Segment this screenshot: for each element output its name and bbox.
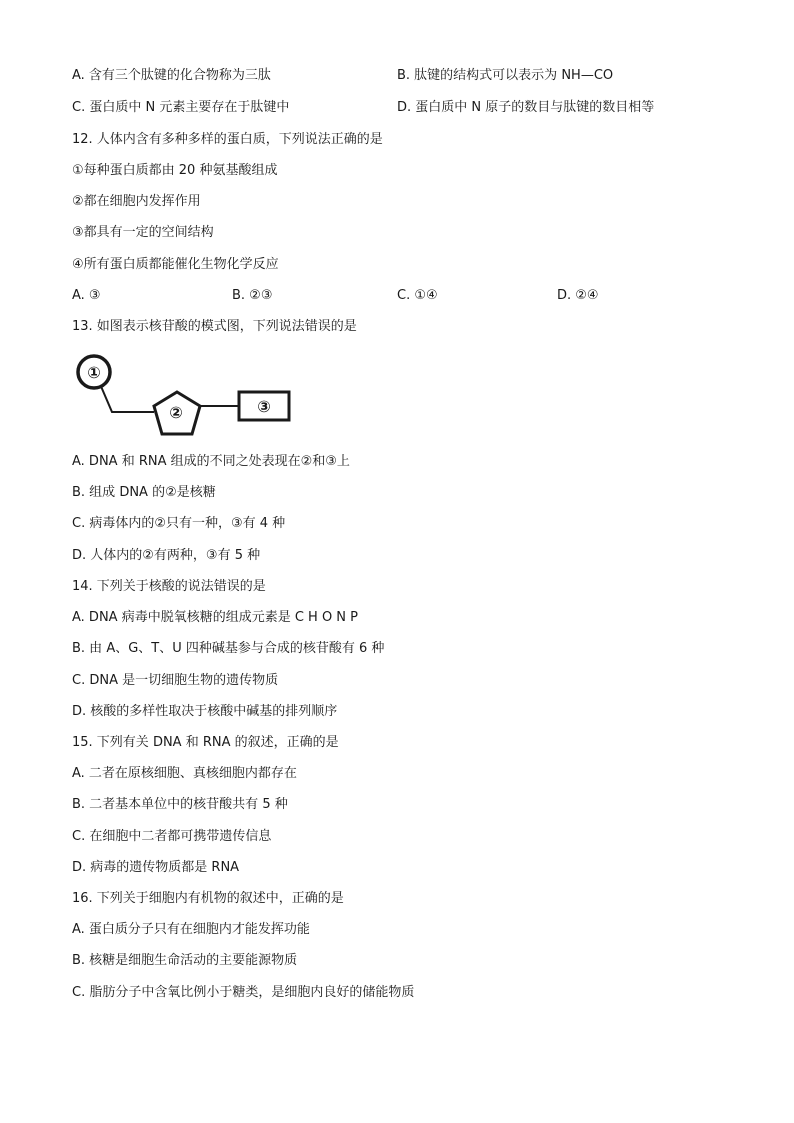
q13-option-b: B. 组成 DNA 的②是核糖 bbox=[72, 485, 216, 500]
q15-option-b: B. 二者基本单位中的核苷酸共有 5 种 bbox=[72, 797, 288, 812]
q12-stem: 12. 人体内含有多种多样的蛋白质，下列说法正确的是 bbox=[72, 132, 383, 147]
q11-option-c: C. 蛋白质中 N 元素主要存在于肽键中 bbox=[72, 100, 290, 115]
q14-stem: 14. 下列关于核酸的说法错误的是 bbox=[72, 579, 266, 594]
q11-option-d: D. 蛋白质中 N 原子的数目与肽键的数目相等 bbox=[397, 100, 655, 115]
nucleotide-diagram bbox=[72, 350, 294, 442]
q12-option-a: A. ③ bbox=[72, 288, 101, 303]
q14-option-c: C. DNA 是一切细胞生物的遗传物质 bbox=[72, 673, 279, 688]
q13-option-d: D. 人体内的②有两种，③有 5 种 bbox=[72, 548, 261, 563]
q12-statement-1: ①每种蛋白质都由 20 种氨基酸组成 bbox=[72, 163, 278, 178]
q14-option-b: B. 由 A、G、T、U 四种碱基参与合成的核苷酸有 6 种 bbox=[72, 641, 385, 656]
nucleotide-diagram-svg bbox=[72, 350, 294, 442]
q15-option-c: C. 在细胞中二者都可携带遗传信息 bbox=[72, 829, 272, 844]
q11-option-a: A. 含有三个肽键的化合物称为三肽 bbox=[72, 68, 271, 83]
q15-option-a: A. 二者在原核细胞、真核细胞内都存在 bbox=[72, 766, 297, 781]
q12-option-b: B. ②③ bbox=[232, 288, 273, 303]
q12-statement-3: ③都具有一定的空间结构 bbox=[72, 225, 214, 240]
q12-option-d: D. ②④ bbox=[557, 288, 599, 303]
q12-statement-2: ②都在细胞内发挥作用 bbox=[72, 194, 201, 209]
q14-option-d: D. 核酸的多样性取决于核酸中碱基的排列顺序 bbox=[72, 704, 338, 719]
q16-option-c: C. 脂肪分子中含氧比例小于糖类，是细胞内良好的储能物质 bbox=[72, 985, 415, 1000]
q15-option-d: D. 病毒的遗传物质都是 RNA bbox=[72, 860, 240, 875]
q12-statement-4: ④所有蛋白质都能催化生物化学反应 bbox=[72, 257, 279, 272]
phosphate-sugar-bond bbox=[100, 384, 154, 412]
q14-option-a: A. DNA 病毒中脱氧核糖的组成元素是 C H O N P bbox=[72, 610, 359, 625]
q11-option-b: B. 肽键的结构式可以表示为 NH—CO bbox=[397, 68, 614, 83]
q13-stem: 13. 如图表示核苷酸的模式图，下列说法错误的是 bbox=[72, 319, 357, 334]
label-1: ① bbox=[87, 363, 101, 382]
q13-option-a: A. DNA 和 RNA 组成的不同之处表现在②和③上 bbox=[72, 454, 350, 469]
q16-stem: 16. 下列关于细胞内有机物的叙述中，正确的是 bbox=[72, 891, 344, 906]
label-3: ③ bbox=[257, 397, 271, 416]
q16-option-b: B. 核糖是细胞生命活动的主要能源物质 bbox=[72, 953, 298, 968]
q16-option-a: A. 蛋白质分子只有在细胞内才能发挥功能 bbox=[72, 922, 310, 937]
q13-option-c: C. 病毒体内的②只有一种，③有 4 种 bbox=[72, 516, 286, 531]
q12-option-c: C. ①④ bbox=[397, 288, 438, 303]
label-2: ② bbox=[169, 403, 183, 422]
q15-stem: 15. 下列有关 DNA 和 RNA 的叙述，正确的是 bbox=[72, 735, 339, 750]
